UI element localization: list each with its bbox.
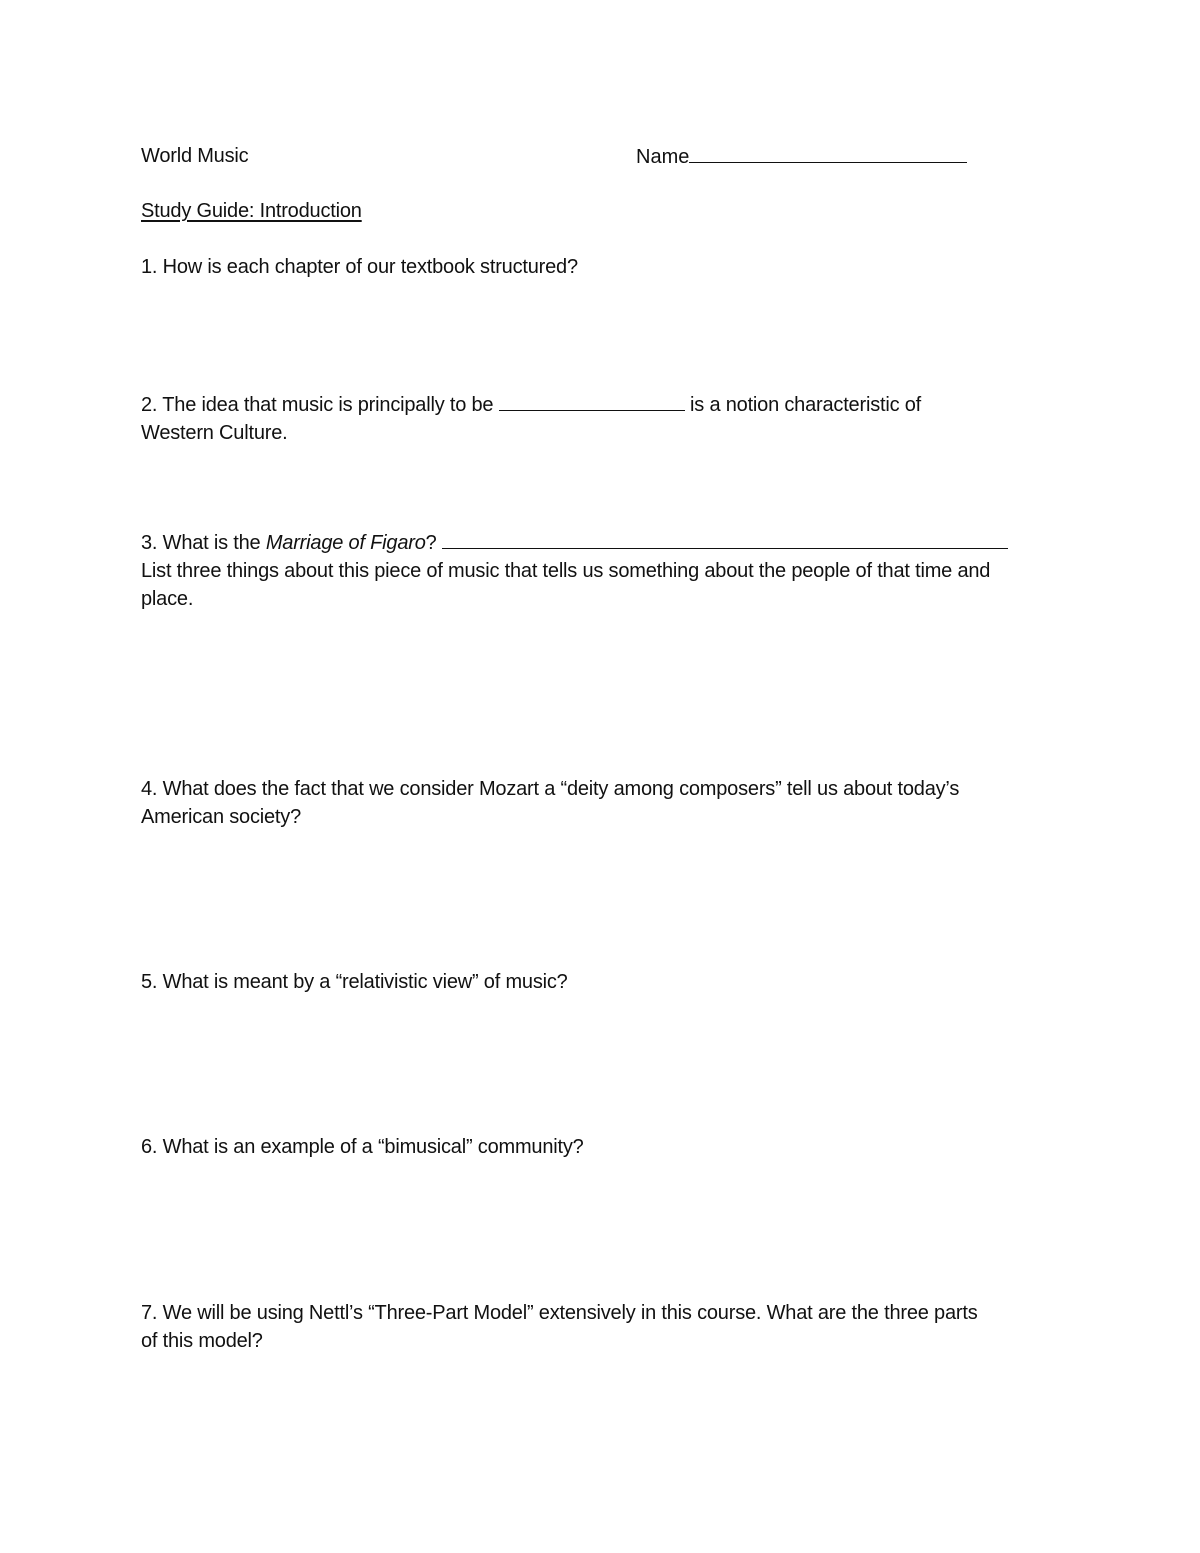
question-2-line-1: [141, 390, 1061, 419]
name-field[interactable]: [636, 142, 967, 171]
name-label: Name: [636, 146, 690, 168]
question-3-title: Marriage of Figaro: [265, 532, 426, 554]
guide-title-text: Study Guide: Introduction: [141, 200, 362, 222]
question-3-line-1: [141, 528, 1061, 557]
question-4: [141, 775, 1061, 831]
question-2: [141, 390, 1061, 447]
question-3-line-3: place.: [141, 588, 194, 610]
question-7-line-2: of this model?: [141, 1330, 263, 1352]
question-7-line-1: 7. We will be using Nettl’s “Three-Part Model” extensively in this course. What are the three parts: [141, 1302, 978, 1324]
question-3: [141, 528, 1061, 613]
question-3-blank[interactable]: [442, 528, 1008, 549]
question-2-blank[interactable]: [499, 390, 685, 411]
question-6: 6. What is an example of a “bimusical” community?: [141, 1136, 584, 1158]
question-3-before: 3. What is the: [141, 532, 261, 554]
name-blank[interactable]: [689, 142, 967, 163]
question-4-line-1: 4. What does the fact that we consider Mozart a “deity among composers” tell us about today’s: [141, 778, 960, 800]
question-1: 1. How is each chapter of our textbook structured?: [141, 256, 578, 278]
course-title: World Music: [141, 145, 249, 167]
question-2-before: 2. The idea that music is principally to be: [141, 394, 494, 416]
question-2-after: is a notion characteristic of: [690, 394, 922, 416]
guide-title: [141, 197, 1061, 225]
question-4-line-2: American society?: [141, 806, 301, 828]
question-7: [141, 1299, 1061, 1355]
question-2-line-2: Western Culture.: [141, 422, 288, 444]
question-3-after: ?: [425, 532, 437, 554]
question-3-line-2: List three things about this piece of music that tells us something about the people of that time and: [141, 560, 991, 582]
question-5: 5. What is meant by a “relativistic view” of music?: [141, 971, 568, 993]
